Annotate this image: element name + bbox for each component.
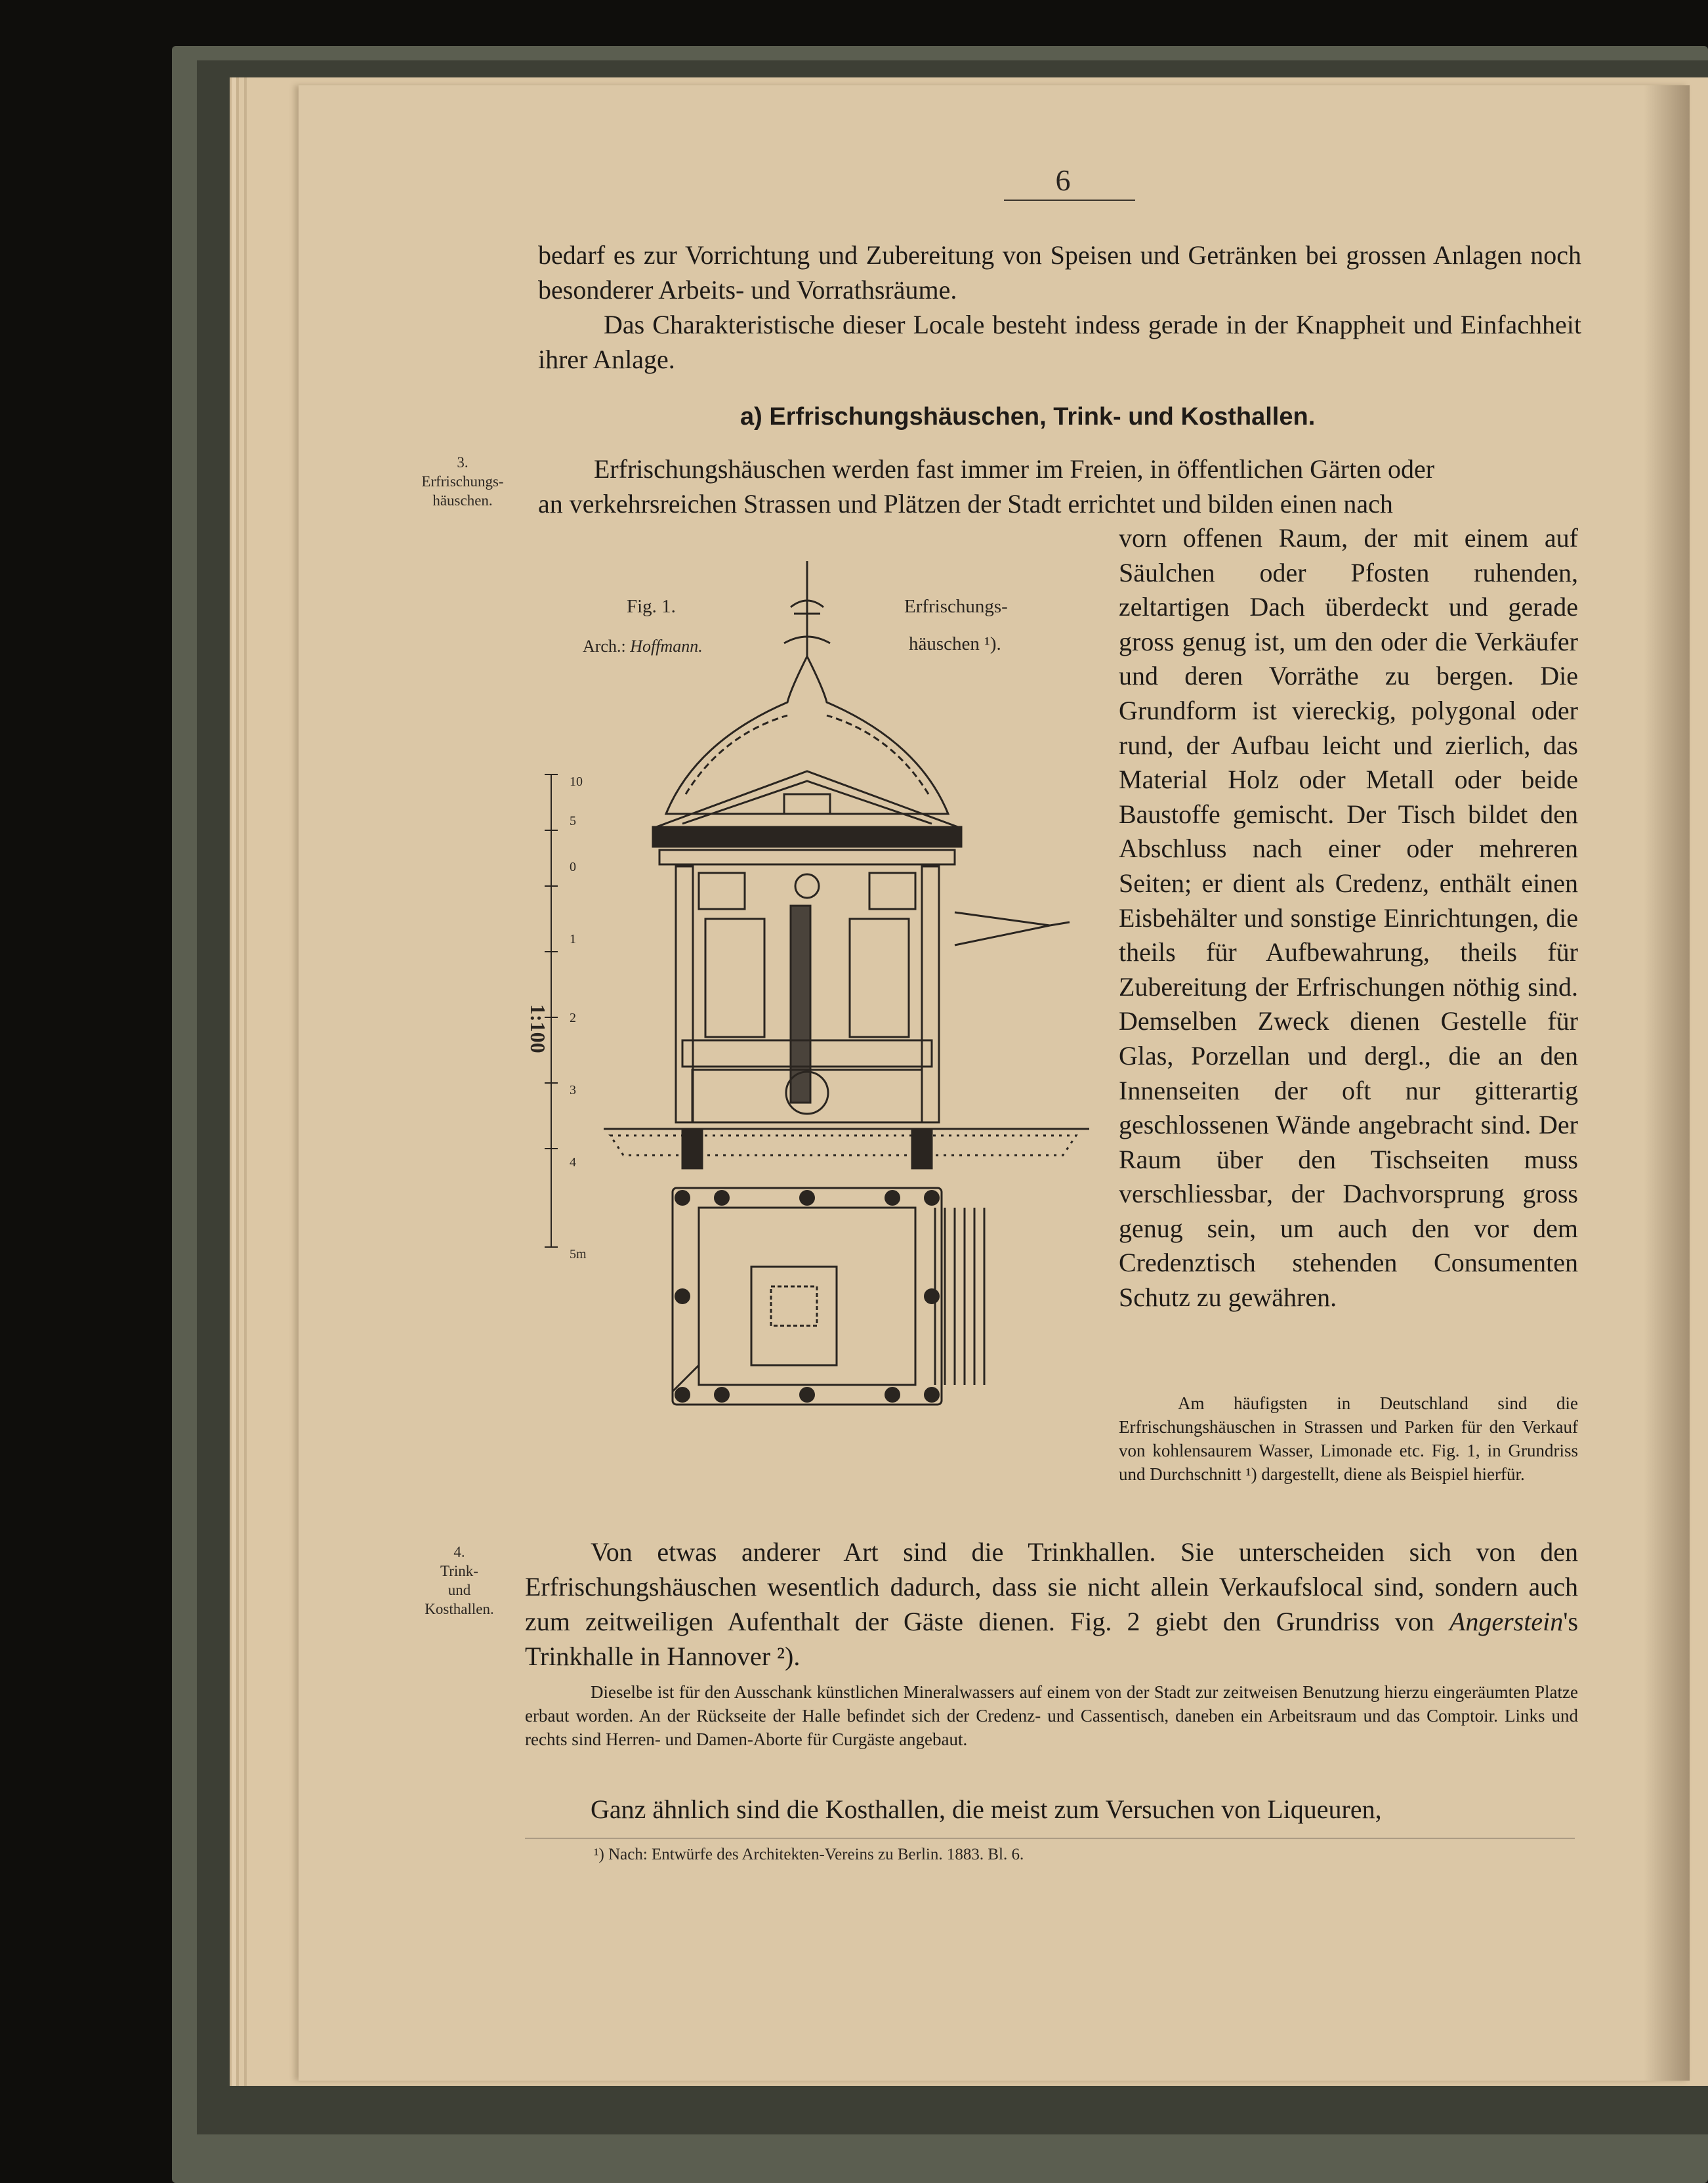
- figure-drawing: [525, 558, 1115, 1496]
- plan-column-5: [924, 1190, 940, 1206]
- body-column-text: vorn offenen Raum, der mit einem auf Säulchen oder Pfosten ruhenden, zeltartigen Dach überdeckt und gerade gross genug ist, um den oder die Verkäufer und deren Vorräthe zu bergen. Die Grundform ist viereckig, polygonal oder rund, der Aufbau leicht und zierlich, das Material Holz oder Metall oder beide Baustoffe gemischt. Der Tisch bildet den Abschluss nach einer oder mehreren Seiten; er dient als Credenz, enthält einen Eisbehälter und sonstige Einrichtungen, die theils für Aufbewahrung, theils für Zubereitung der Erfrischungen nöthig sind. Demselben Zweck dienen Gestelle für Glas, Porzellan und dergl., die an den Innenseiten der oft nur gitterartig geschlossenen Wände angebracht sind. Der Raum über den Tischseiten muss verschliessbar, der Dachvorsprung gross genug sein, um auch den vor dem Credenztisch stehenden Consumenten Schutz zu gewähren.: [1119, 523, 1578, 1313]
- scale-tick-3: 3: [570, 1083, 576, 1097]
- plan-column-6: [675, 1387, 690, 1403]
- margin-note-3-line2: häuschen.: [432, 492, 493, 509]
- scale-tick-0: 0: [570, 860, 576, 874]
- body-paragraph-2-part2: 's Trinkhalle in Hannover ²).: [525, 1607, 1579, 1671]
- pediment-panel: [784, 794, 830, 814]
- scale-label: 1:100: [526, 1004, 550, 1053]
- pediment: [656, 771, 958, 827]
- margin-note-3-number: 3.: [457, 454, 469, 471]
- foundation-right: [912, 1129, 932, 1168]
- plan-column-11: [675, 1288, 690, 1304]
- margin-note-4-line3: Kosthallen.: [425, 1601, 494, 1617]
- plan-column-9: [885, 1387, 900, 1403]
- gutter-shadow: [1644, 85, 1690, 2081]
- body-line-2: an verkehrsreichen Strassen und Plätzen der Stadt errichtet und bilden einen nach: [538, 489, 1393, 519]
- margin-note-4-number: 4.: [453, 1544, 465, 1560]
- body-small-note-2: Dieselbe ist für den Ausschank künstlichen Mineralwassers auf einem von der Stadt zur zeitweisen Benutzung hierzu eingeräumten Platze erbaut worden. An der Rückseite der Halle befindet sich der Credenz- und Cassentisch, daneben ein Arbeitsraum und das Comptoir. Links und rechts sind Herren- und Damen-Aborte für Curgäste angebaut.: [525, 1682, 1578, 1749]
- scale-tick-4: 4: [570, 1155, 576, 1170]
- scale-tick-5m: 5m: [570, 1247, 587, 1261]
- plan-column-4: [885, 1190, 900, 1206]
- margin-note-3-line1: Erfrischungs-: [421, 473, 504, 490]
- page-number: 6: [1055, 163, 1071, 197]
- plan-outline: [673, 1188, 942, 1405]
- scale-tick-1: 1: [570, 932, 576, 946]
- intro-paragraph-2: Das Charakteristische dieser Locale besteht indess gerade in der Knappheit und Einfachheit ihrer Anlage.: [538, 310, 1581, 374]
- plan-column-1: [675, 1190, 690, 1206]
- plan-column-8: [799, 1387, 815, 1403]
- margin-note-3: [407, 453, 518, 510]
- scale-tick-5: 5: [570, 814, 576, 828]
- awning-tip: [1050, 922, 1070, 925]
- plan-column-10: [924, 1387, 940, 1403]
- body-line-1: Erfrischungshäuschen werden fast immer im Freien, in öffentlichen Gärten oder: [594, 454, 1435, 484]
- section-heading: a) Erfrischungshäuschen, Trink- und Kosthallen.: [740, 403, 1316, 431]
- body-paragraph-2-name: Angerstein: [1449, 1607, 1564, 1636]
- panel-mid-left: [705, 919, 764, 1037]
- plan-column-2: [714, 1190, 730, 1206]
- frieze: [659, 850, 955, 864]
- figure-architect-prefix: Arch.:: [583, 637, 626, 656]
- body-paragraph-2-part1: Von etwas anderer Art sind die Trinkhallen. Sie unterscheiden sich von den Erfrischungshäuschen wesentlich dadurch, dass sie nicht allein Verkaufslocal sind, sondern auch zum zeitweiligen Aufenthalt der Gäste dienen. Fig. 2 giebt den Grundriss von: [525, 1537, 1578, 1636]
- intro-paragraph-1: bedarf es zur Vorrichtung und Zubereitung von Speisen und Getränken bei grossen Anlagen noch besonderer Arbeits- und Vorrathsräume.: [538, 240, 1581, 305]
- ground-hatch: [610, 1135, 1076, 1155]
- figure-architect-name: Hoffmann.: [630, 637, 703, 656]
- ornament-center: [795, 874, 819, 898]
- column-left: [676, 866, 693, 1122]
- body-paragraph-2: [525, 1535, 1578, 1674]
- margin-note-4-line2: und: [448, 1582, 471, 1598]
- plan-ice: [771, 1286, 817, 1326]
- body-paragraph-3: Ganz ähnlich sind die Kosthallen, die meist zum Versuchen von Liqueuren,: [591, 1794, 1382, 1824]
- panel-upper-right: [869, 873, 915, 909]
- foundation-left: [682, 1129, 702, 1168]
- plan-door: [673, 1365, 699, 1391]
- pediment-inner: [682, 781, 932, 824]
- scale-tick-2: 2: [570, 1011, 576, 1025]
- header-rule: [1004, 200, 1135, 201]
- footnote: ¹) Nach: Entwürfe des Architekten-Vereins zu Berlin. 1883. Bl. 6.: [594, 1846, 1024, 1863]
- body-small-note-1: Am häufigsten in Deutschland sind die Erfrischungshäuschen in Strassen und Parken für den Verkauf von kohlensaurem Wasser, Limonade etc. Fig. 1, in Grundriss und Durchschnitt ¹) dargestellt, diene als Beispiel hierfür.: [1119, 1393, 1578, 1484]
- scale-tick-10: 10: [570, 774, 583, 789]
- column-right: [922, 866, 939, 1122]
- entablature: [653, 827, 961, 847]
- figure-caption-line-1: Erfrischungs-: [904, 596, 1008, 617]
- plan-column-12: [924, 1288, 940, 1304]
- dome-scallops: [686, 715, 928, 794]
- plan-counter: [751, 1267, 837, 1365]
- dome-outline: [666, 656, 948, 814]
- plan-inner: [699, 1208, 915, 1385]
- figure-label: Fig. 1.: [627, 596, 676, 617]
- awning: [955, 912, 1050, 945]
- panel-mid-right: [850, 919, 909, 1037]
- plan-column-3: [799, 1190, 815, 1206]
- margin-note-4-line1: Trink-: [440, 1563, 478, 1579]
- panel-upper-left: [699, 873, 745, 909]
- plan-column-7: [714, 1387, 730, 1403]
- figure-caption-line-2: häuschen ¹).: [909, 633, 1001, 654]
- margin-note-4: [410, 1542, 509, 1619]
